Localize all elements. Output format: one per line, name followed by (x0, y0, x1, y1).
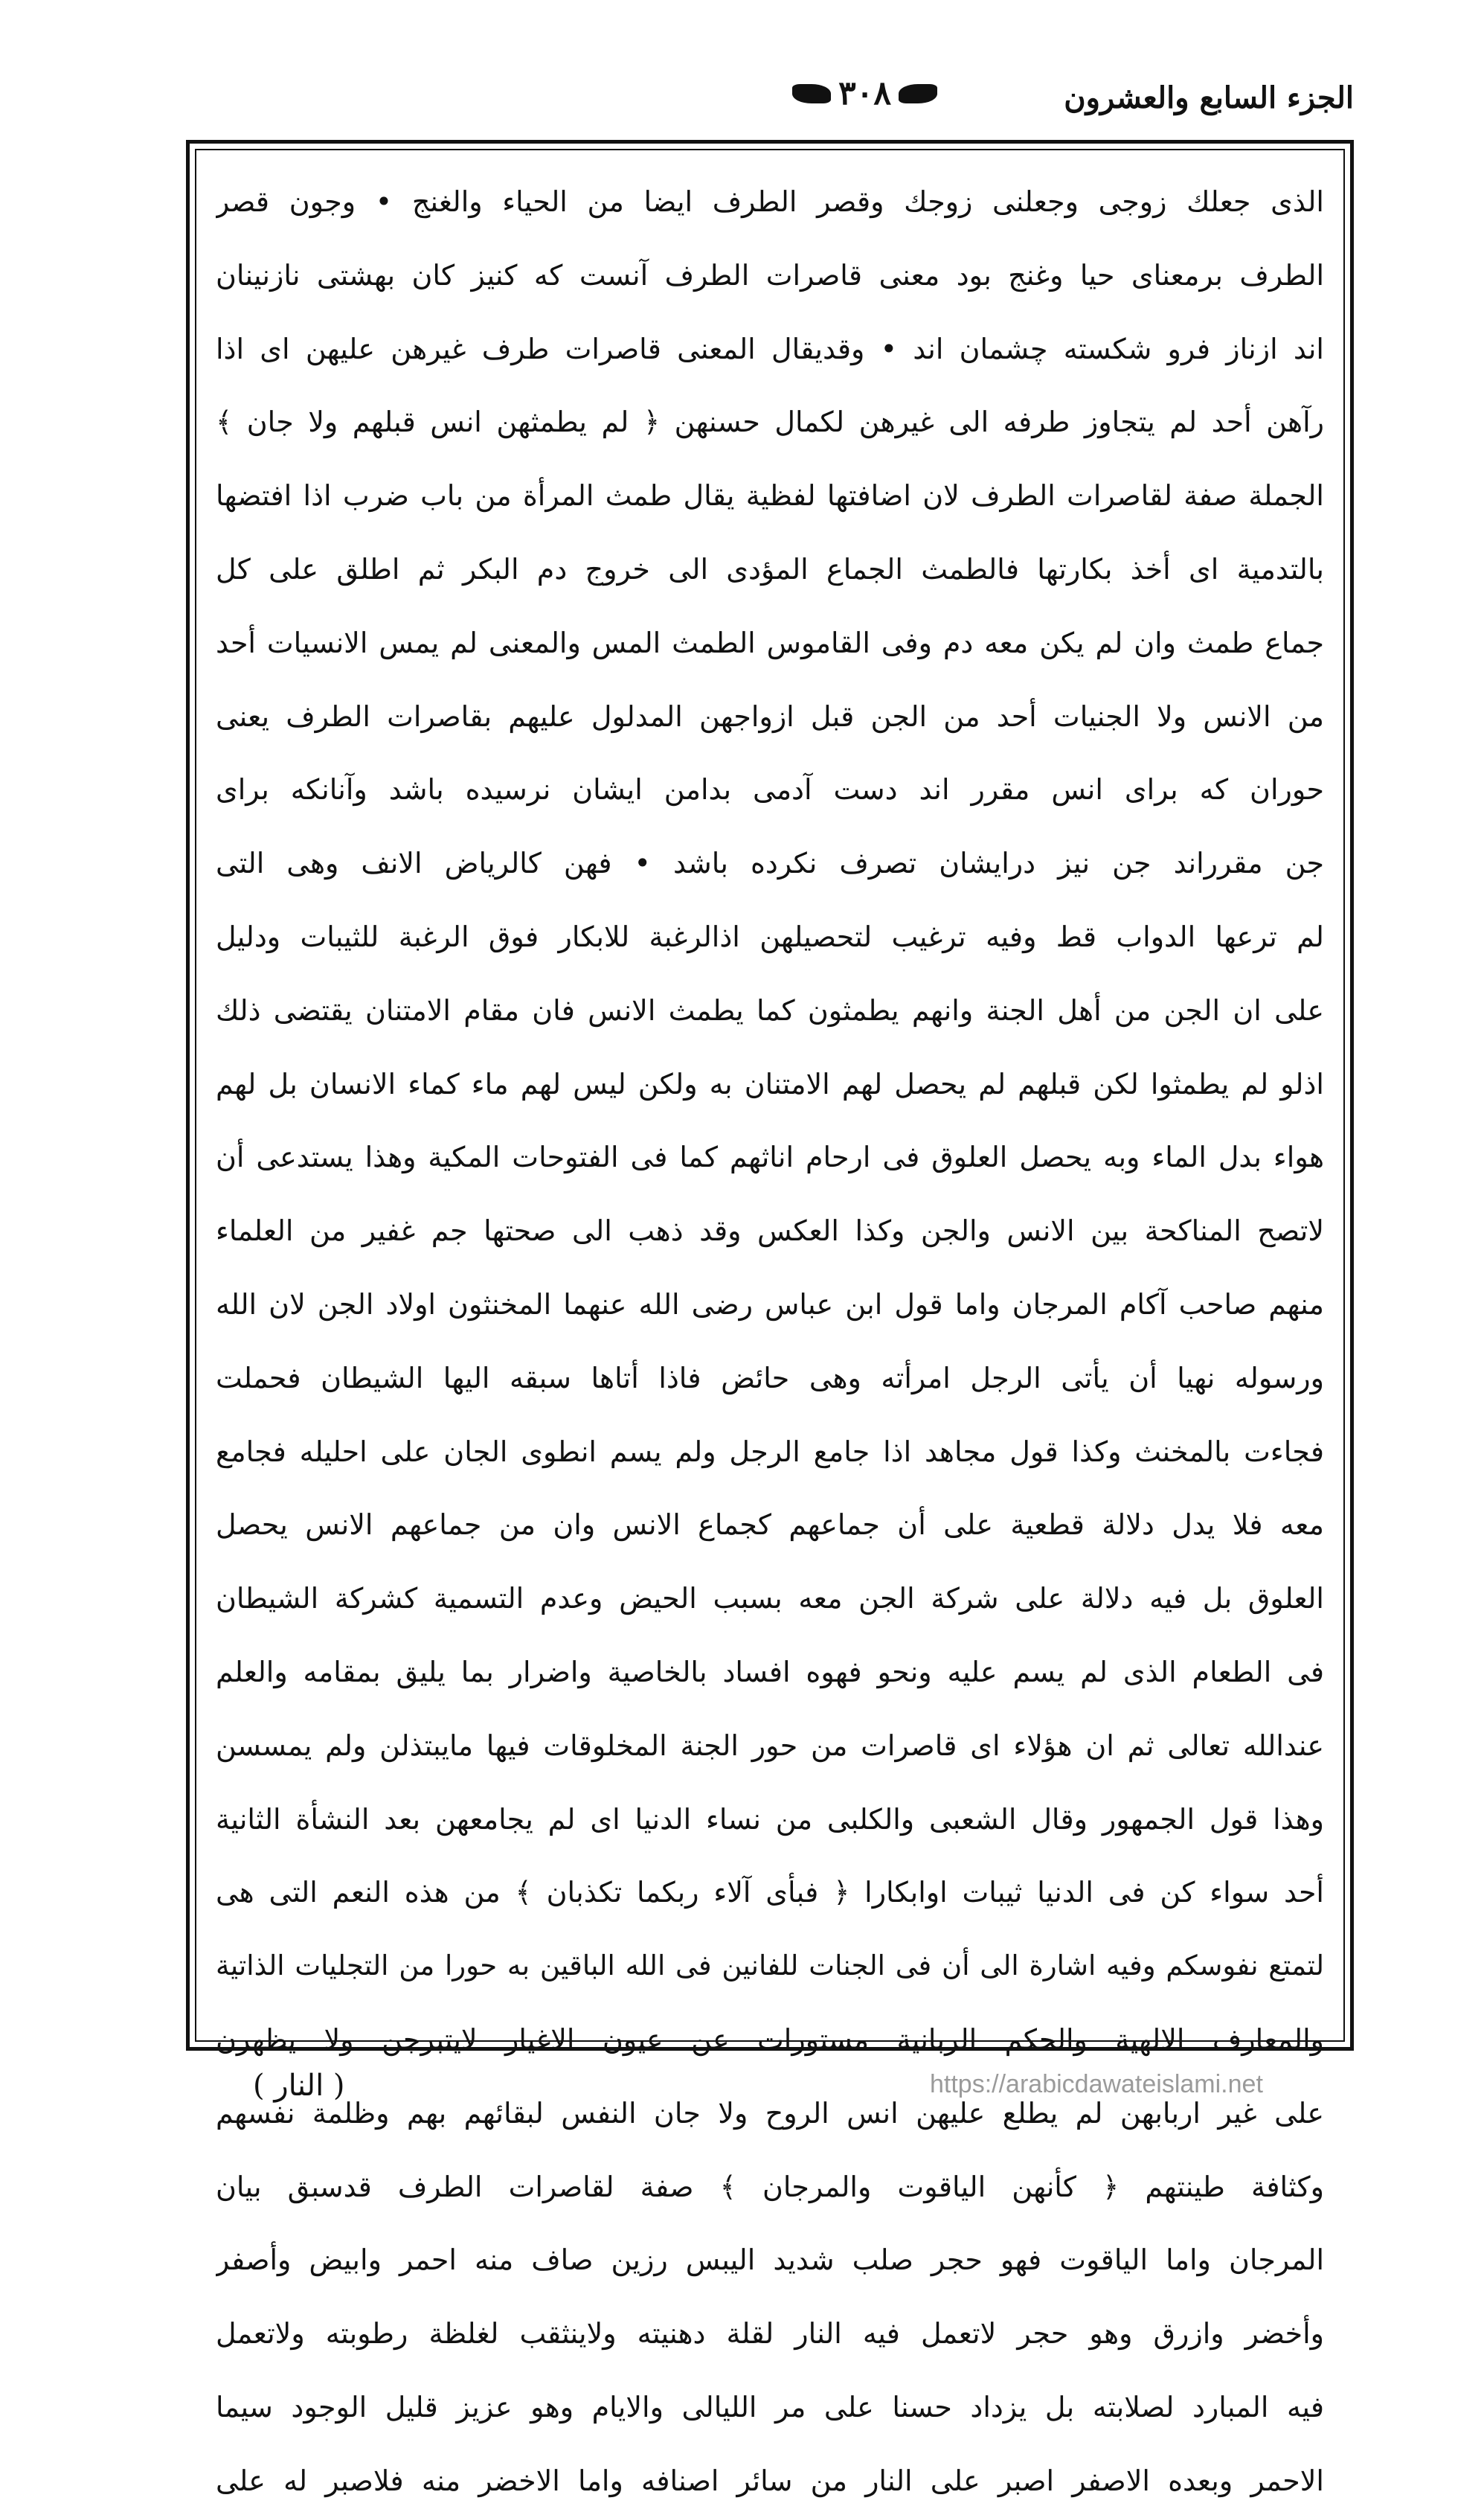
text-line: حوران كه براى انس مقرر اند دست آدمى بدامن ايشان نرسيده باشد وآنانكه براى (216, 773, 1324, 807)
text-line: العلوق بل فيه دلالة على شركة الجن معه بسبب الحيض وعدم التسمية كشركة الشيطان (216, 1582, 1324, 1615)
text-line: فجاءت بالمخنث وكذا قول مجاهد اذا جامع الرجل ولم يسم انطوى الجان على احليله فجامع (216, 1435, 1324, 1468)
text-line: معه فلا يدل دلالة قطعية على أن جماعهم كجماع الانس وان من جماعهم الانس يحصل (216, 1508, 1324, 1542)
text-line: ورسوله نهيا أن يأتى الرجل امرأته وهى حائض فاذا أتاها سبقه اليها الشيطان فحملت (216, 1361, 1324, 1394)
text-line: من الانس ولا الجنيات أحد من الجن قبل ازواجهن المدلول عليهم بقاصرات الطرف يعنى (216, 699, 1324, 733)
ornament-right-icon (899, 84, 937, 103)
text-line: الطرف برمعناى حيا وغنج بود معنى قاصرات الطرف آنست كه كنيز كان بهشتى نازنينان (216, 258, 1324, 292)
running-title: الجزء السابع والعشرون (1064, 80, 1354, 115)
text-line: بالتدمية اى أخذ بكارتها فالطمث الجماع المؤدى الى خروج دم البكر ثم اطلق على كل (216, 552, 1324, 586)
page-number-block (792, 74, 937, 112)
ornament-left-icon (792, 84, 831, 103)
text-line: لتمتع نفوسكم وفيه اشارة الى أن فى الجنات للفانين فى الله الباقين به حورا من التجليات الذاتية (216, 1950, 1324, 1982)
text-line: الذى جعلك زوجى وجعلنى زوجك وقصر الطرف ايضا من الحياء والغنج • وجون قصر (216, 185, 1324, 218)
text-line: وأخضر وازرق وهو حجر لاتعمل فيه النار لقلة دهنيته ولاينثقب لغلظة رطوبته ولاتعمل (216, 2317, 1324, 2351)
text-line: عندالله تعالى ثم ان هؤلاء اى قاصرات من حور الجنة المخلوقات فيها مايبتذلن ولم يمسسن (216, 1729, 1324, 1762)
text-line: فيه المبارد لصلابته بل يزداد حسنا على مر الليالى والايام وهو عزيز قليل الوجود سيما (216, 2390, 1324, 2424)
text-line: الاحمر وبعده الاصفر اصبر على النار من سائر اصنافه واما الاخضر منه فلاصبر له على (216, 2464, 1324, 2497)
text-line: جماع طمث وان لم يكن معه دم وفى القاموس الطمث المس والمعنى لم يمس الانسيات أحد (216, 626, 1324, 659)
text-line: رآهن أحد لم يتجاوز طرفه الى غيرهن لكمال حسنهن ﴿ لم يطمثهن انس قبلهم ولا جان ﴾ (216, 406, 1324, 439)
watermark-url: https://arabicdawateislami.net (930, 2070, 1263, 2098)
text-line: أحد سواء كن فى الدنيا ثيبات اوابكارا ﴿ فبأى آلاء ربكما تكذبان ﴾ من هذه النعم التى هى (216, 1876, 1324, 1909)
text-line: لم ترعها الدواب قط وفيه ترغيب لتحصيلهن اذالرغبة للابكار فوق الرغبة للثيبات ودليل (216, 920, 1324, 953)
running-header (186, 74, 1354, 126)
text-line: وكثافة طينتهم ﴿ كأنهن الياقوت والمرجان ﴾ صفة لقاصرات الطرف قدسبق بيان (216, 2170, 1324, 2203)
text-line: لاتصح المناكحة بين الانس والجن وكذا العكس وقد ذهب الى صحتها جم غفير من العلماء (216, 1214, 1324, 1248)
text-line: المرجان واما الياقوت فهو حجر صلب شديد اليبس رزين صاف منه احمر وابيض وأصفر (216, 2243, 1324, 2277)
text-line: وهذا قول الجمهور وقال الشعبى والكلبى من نساء الدنيا اى لم يجامعهن بعد النشأة الثانية (216, 1802, 1324, 1836)
text-line: على ان الجن من أهل الجنة وانهم يطمثون كما يطمث الانس فان مقام الامتنان يقتضى ذلك (216, 993, 1324, 1027)
text-line: على غير اربابهن لم يطلع عليهن انس الروح ولا جان النفس لبقائهم بهم وظلمة نفسهم (216, 2096, 1324, 2130)
text-line: فى الطعام الذى لم يسم عليه ونحو فهوه افساد بالخاصية واضرار بما يليق بمقامه والعلم (216, 1655, 1324, 1688)
text-line: منهم صاحب آكام المرجان واما قول ابن عباس رضى الله عنهما المخنثون اولاد الجن لان الله (216, 1287, 1324, 1321)
text-line: اذلو لم يطمثوا لكن قبلهم لم يحصل لهم الامتنان به ولكن ليس لهم ماء كماء الانسان بل لهم (216, 1067, 1324, 1101)
text-line: اند ازناز فرو شكسته چشمان اند • وقديقال المعنى قاصرات طرف غيرهن عليهن اى اذا (216, 332, 1324, 365)
page-number: ٣٠٨ (838, 74, 891, 112)
text-line: الجملة صفة لقاصرات الطرف لان اضافتها لفظية يقال طمث المرأة من باب ضرب اذا افتضها (216, 479, 1324, 513)
text-line: هواء بدل الماء وبه يحصل العلوق فى ارحام اناثهم كما فى الفتوحات المكية وهذا يستدعى أن (216, 1141, 1324, 1174)
catchword: ( النار ) (253, 2069, 345, 2103)
text-line: والمعارف الالهية والحكم الربانية مستورات عن عيون الاغيار لايتبرجن ولا يظهرن (216, 2022, 1324, 2056)
text-line: جن مقرراند جن نيز درايشان تصرف نكرده باشد • فهن كالرياض الانف وهى التى (216, 847, 1324, 880)
